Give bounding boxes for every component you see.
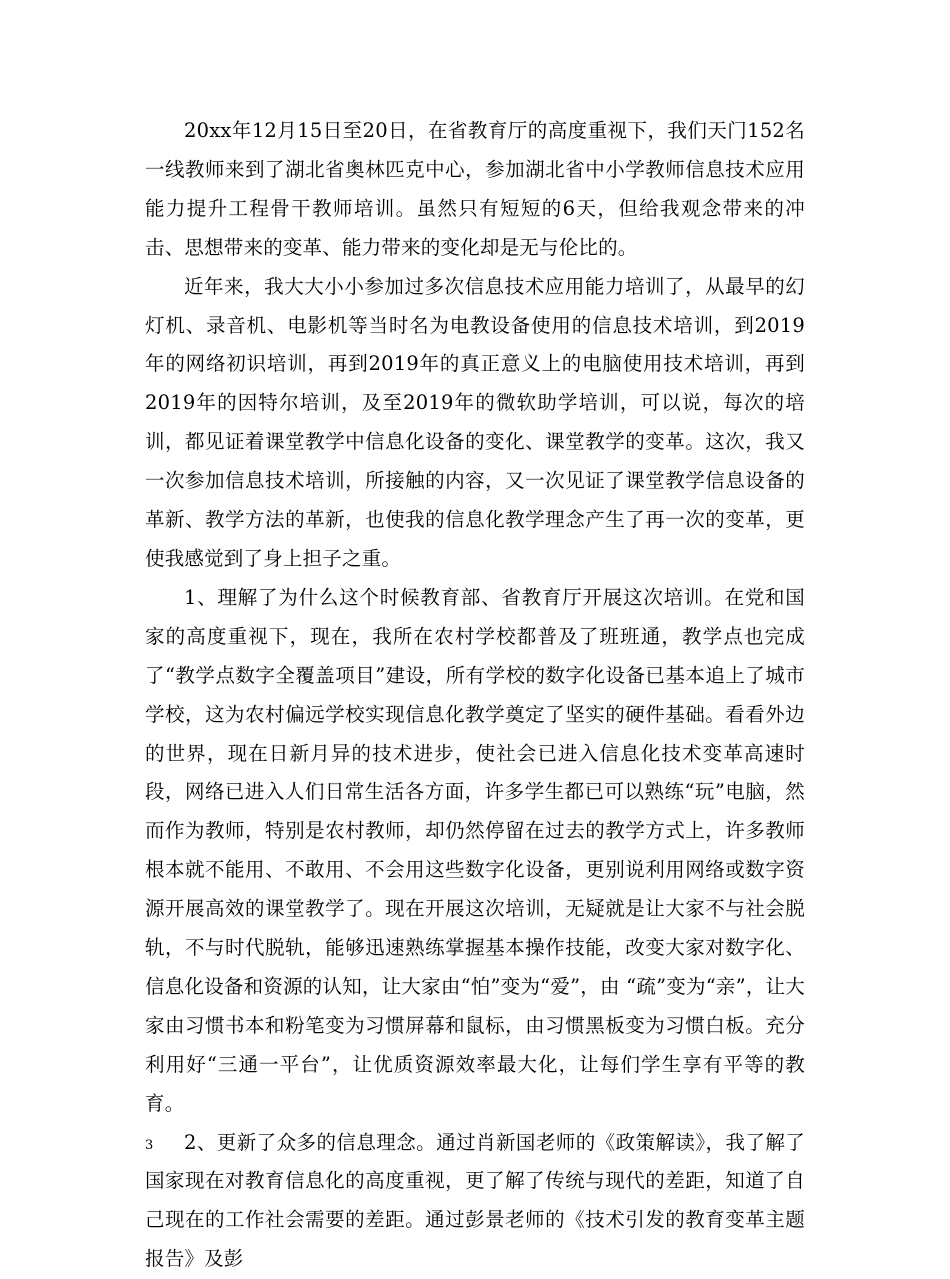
paragraph-training-history: 近年来，我大大小小参加过多次信息技术应用能力培训了，从最早的幻灯机、录音机、电影机等当时名为电教设备使用的信息技术培训，到2019年的网络初识培训，再到2019年的真正意义上的电脑使用技术培训，再到2019年的因特尔培训，及至2019年的微软助学培训，可以说，每次的培训，都见证着课堂教学中信息化设备的变化、课堂教学的变革。这次，我又一次参加信息技术培训，所接触的内容，又一次见证了课堂教学信息设备的革新、教学方法的革新，也使我的信息化教学理念产生了再一次的变革，更使我感觉到了身上担子之重。 bbox=[145, 274, 805, 570]
page-number: 3 bbox=[145, 1138, 154, 1153]
paragraph-point-2: 2、更新了众多的信息理念。通过肖新国老师的《政策解读》，我了解了国家现在对教育信息化的高度重视，更了解了传统与现代的差距，知道了自己现在的工作社会需要的差距。通过彭景老师的《技术引发的教育变革主题报告》及彭 bbox=[145, 1130, 805, 1271]
paragraph-point-1: 1、理解了为什么这个时候教育部、省教育厅开展这次培训。在党和国家的高度重视下，现在，我所在农村学校都普及了班班通，教学点也完成了“教学点数字全覆盖项目”建设，所有学校的数字化设备已基本追上了城市学校，这为农村偏远学校实现信息化教学奠定了坚实的硬件基础。看看外边的世界，现在日新月异的技术进步，使社会已进入信息化技术变革高速时段，网络已进入人们日常生活各方面，许多学生都已可以熟练“玩”电脑，然而作为教师，特别是农村教师，却仍然停留在过去的教学方式上，许多教师根本就不能用、不敢用、不会用这些数字化设备，更别说利用网络或数字资源开展高效的课堂教学了。现在开展这次培训，无疑就是让大家不与社会脱轨，不与时代脱轨，能够迅速熟练掌握基本操作技能，改变大家对数字化、信息化设备和资源的认知，让大家由“怕”变为“爱”，由 “疏”变为“亲”，让大家由习惯书本和粉笔变为习惯屏幕和鼠标，由习惯黑板变为习惯白板。充分利用好“三通一平台”，让优质资源效率最大化，让每们学生享有平等的教育。 bbox=[145, 585, 805, 1115]
paragraph-intro: 20xx年12月15日至20日，在省教育厅的高度重视下，我们天门152名一线教师来到了湖北省奥林匹克中心，参加湖北省中小学教师信息技术应用能力提升工程骨干教师培训。虽然只有短短的6天，但给我观念带来的冲击、思想带来的变革、能力带来的变化却是无与伦比的。 bbox=[145, 119, 805, 259]
document-body bbox=[145, 112, 805, 1279]
